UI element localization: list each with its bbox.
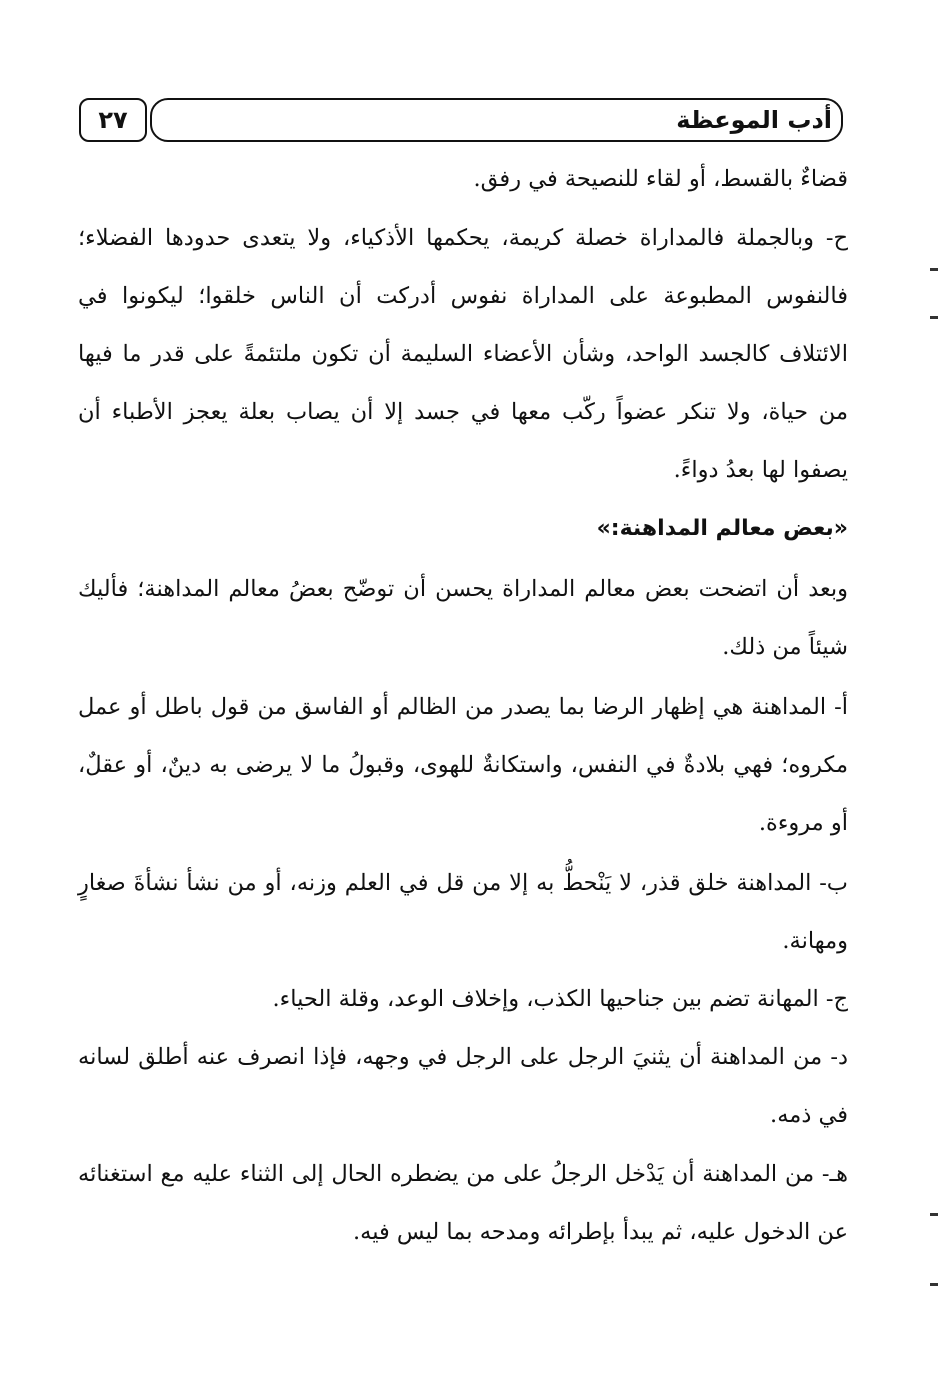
- paragraph-intro: وبعد أن اتضحت بعض معالم المداراة يحسن أن توضّح بعضُ معالم المداهنة؛ فأليك شيئاً من ذلك.: [78, 576, 848, 660]
- paragraph-c: ج- المهانة تضم بين جناحيها الكذب، وإخلاف الوعد، وقلة الحياء.: [272, 986, 848, 1012]
- paragraph-e: هـ- من المداهنة أن يَدْخل الرجلُ على من يضطره الحال إلى الثناء عليه مع استغنائه عن الدخول عليه، ثم يبدأ بإطرائه ومدحه بما ليس فيه.: [78, 1161, 848, 1245]
- running-header-title: أدب الموعظة: [676, 106, 832, 134]
- paragraph-d: د- من المداهنة أن يثنيَ الرجل على الرجل في وجهه، فإذا انصرف عنه أطلق لسانه في ذمه.: [78, 1044, 848, 1128]
- scan-edge-mark: [930, 1283, 938, 1286]
- intro-line: قضاءٌ بالقسط، أو لقاء للنصيحة في رفق.: [473, 166, 848, 192]
- scan-edge-mark: [930, 316, 938, 319]
- scan-edge-mark: [930, 268, 938, 271]
- page-number: ٢٧: [79, 98, 147, 142]
- scan-edge-mark: [930, 1213, 938, 1216]
- section-heading: «بعض معالم المداهنة:»: [596, 516, 848, 541]
- paragraph-b: ب- المداهنة خلق قذر، لا يَنْحطُّ به إلا من قل في العلم وزنه، أو من نشأ نشأةَ صغارٍ ومهانة.: [78, 870, 848, 954]
- paragraph-a: أ- المداهنة هي إظهار الرضا بما يصدر من الظالم أو الفاسق من قول باطل أو عمل مكروه؛ فهي بلادةٌ في النفس، واستكانةٌ للهوى، وقبولُ ما لا يرضى به دينٌ، أو عقلٌ، أو مروءة.: [78, 694, 848, 836]
- paragraph-h: ح- وبالجملة فالمداراة خصلة كريمة، يحكمها الأذكياء، ولا يتعدى حدودها الفضلاء؛ فالنفوس المطبوعة على المداراة نفوس أدركت أن الناس خلقوا؛ ليكونوا في الائتلاف كالجسد الواحد، وشأن الأعضاء السليمة أن تكون ملتئمةً على قدر ما فيها من حياة، ولا تنكر عضواً ركّب معها في جسد إلا أن يصاب بعلة يعجز الأطباء أن يصفوا لها بعدُ دواءً.: [78, 225, 848, 483]
